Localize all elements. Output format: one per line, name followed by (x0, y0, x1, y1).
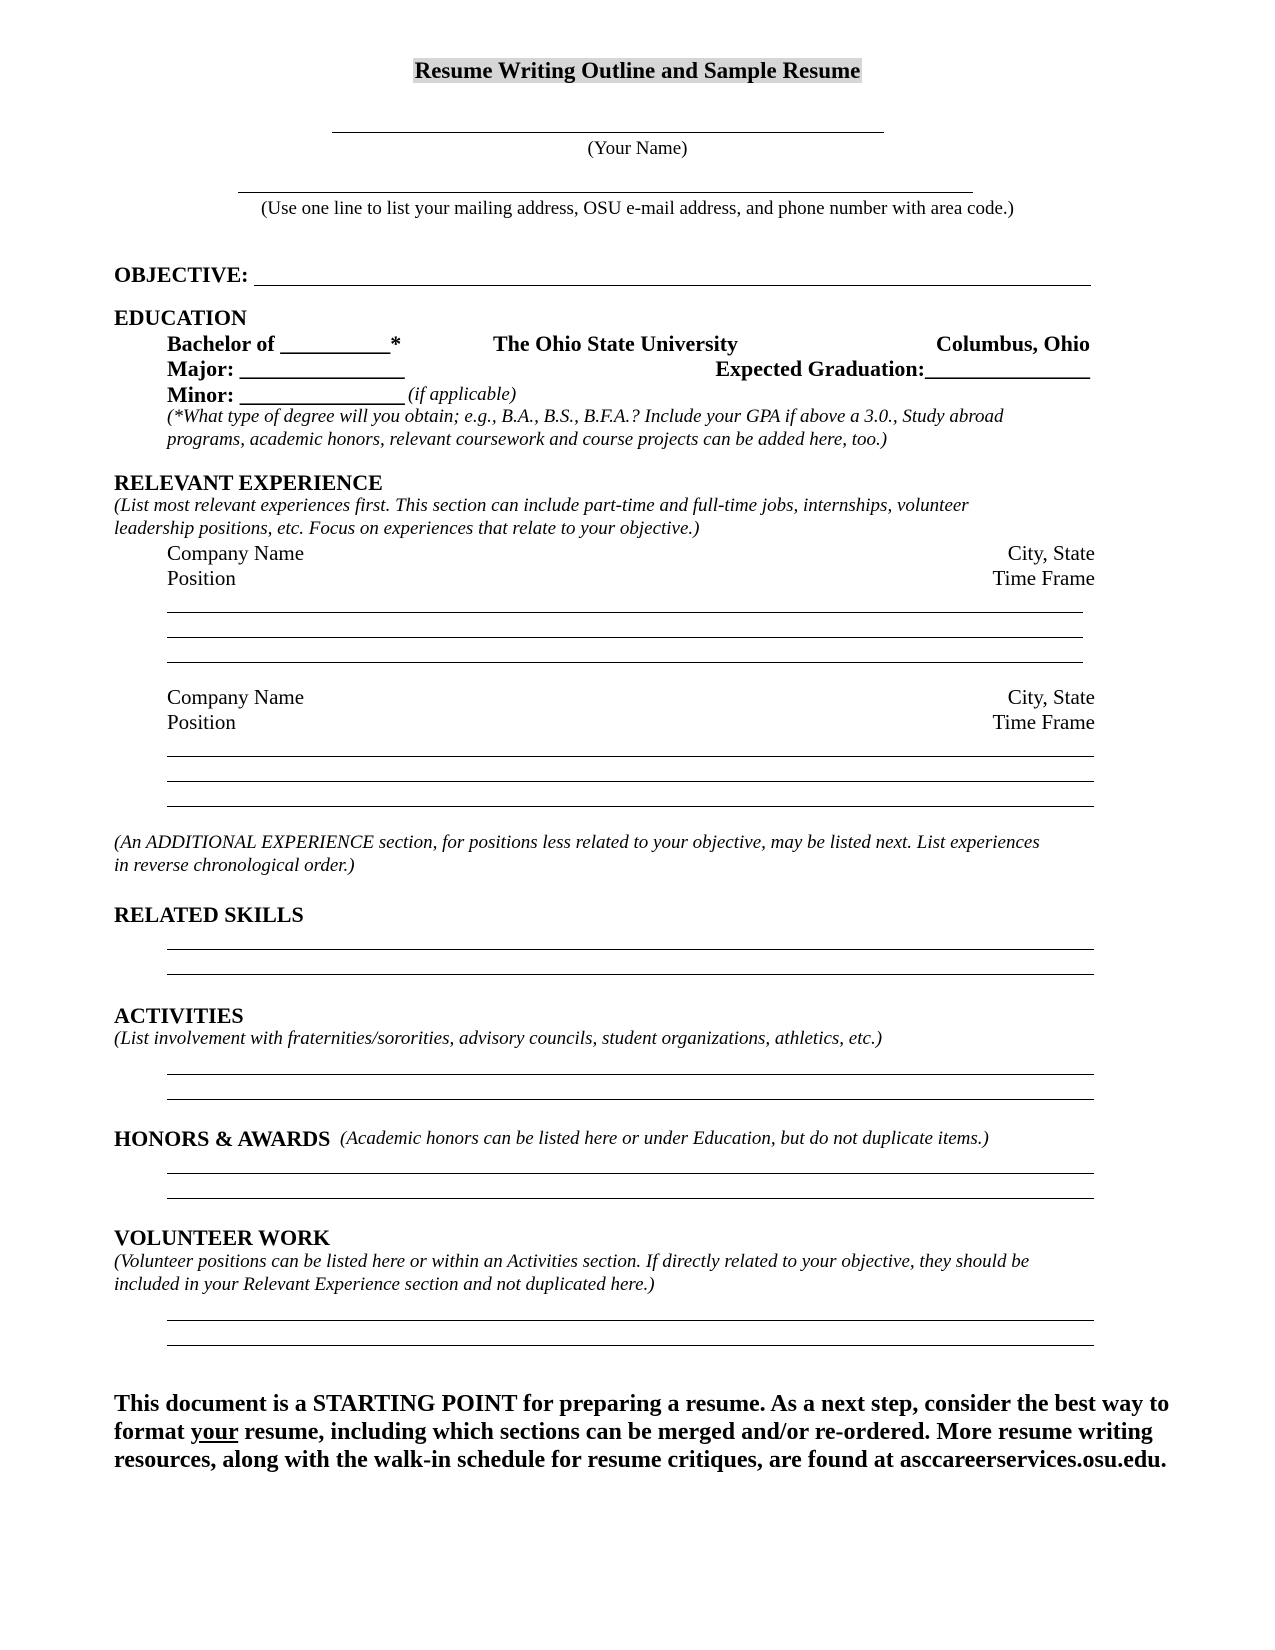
experience-line (167, 662, 1083, 663)
major-field: Major: _______________ (167, 356, 405, 381)
minor-note: (if applicable) (408, 384, 517, 405)
contact-caption: (Use one line to list your mailing address, OSU e-mail address, and phone number with area code.) (261, 198, 1014, 219)
honors-heading: HONORS & AWARDS (114, 1126, 331, 1151)
city-state: City, State (1007, 685, 1095, 709)
contact-line (238, 192, 973, 193)
company-name: Company Name (167, 541, 305, 565)
experience-line (167, 637, 1083, 638)
skills-line (167, 974, 1094, 975)
minor-field: Minor: _______________ (167, 382, 405, 407)
objective-line (254, 285, 1091, 286)
volunteer-heading: VOLUNTEER WORK (114, 1225, 331, 1250)
experience-line (167, 806, 1094, 807)
honors-note: (Academic honors can be listed here or under Education, but do not duplicate items.) (340, 1128, 989, 1149)
additional-experience-note-line2: in reverse chronological order.) (114, 855, 355, 876)
education-note-line1: (*What type of degree will you obtain; e.g., B.A., B.S., B.F.A.? Include your GPA if above a 3.0., Study abroad (167, 406, 1004, 427)
page-title (0, 58, 1275, 84)
relevant-experience-note-line1: (List most relevant experiences first. This section can include part-time and full-time jobs, internships, volunteer (114, 495, 969, 516)
closing-emphasis: your (190, 1419, 239, 1445)
university-location: Columbus, Ohio (935, 331, 1090, 356)
relevant-experience-note-line2: leadership positions, etc. Focus on experiences that relate to your objective.) (114, 518, 700, 539)
honors-line (167, 1173, 1094, 1174)
activities-note: (List involvement with fraternities/sororities, advisory councils, student organizations, athletics, etc.) (114, 1028, 883, 1049)
experience-line (167, 756, 1094, 757)
closing-paragraph (114, 1390, 1174, 1474)
education-note-line2: programs, academic honors, relevant coursework and course projects can be added here, too.) (167, 429, 888, 450)
position: Position (167, 710, 236, 734)
objective-label: OBJECTIVE: (114, 262, 249, 287)
relevant-experience-heading: RELEVANT EXPERIENCE (114, 470, 383, 495)
experience-line (167, 781, 1094, 782)
experience-line (167, 612, 1083, 613)
volunteer-line (167, 1345, 1094, 1346)
university-name: The Ohio State University (493, 331, 739, 356)
activities-line (167, 1074, 1094, 1075)
time-frame: Time Frame (992, 710, 1095, 734)
volunteer-note-line1: (Volunteer positions can be listed here or within an Activities section. If directly related to your objective, they should be (114, 1251, 1030, 1272)
page-title-text: Resume Writing Outline and Sample Resume (414, 58, 861, 83)
time-frame: Time Frame (992, 566, 1095, 590)
related-skills-heading: RELATED SKILLS (114, 902, 304, 927)
closing-text-part1: This document is a STARTING POINT for preparing a resume. As a next step, consider the best way to format (114, 1391, 1170, 1445)
name-line (332, 132, 884, 133)
activities-heading: ACTIVITIES (114, 1003, 244, 1028)
name-caption: (Your Name) (587, 138, 688, 159)
city-state: City, State (1007, 541, 1095, 565)
activities-line (167, 1099, 1094, 1100)
additional-experience-note-line1: (An ADDITIONAL EXPERIENCE section, for positions less related to your objective, may be listed next. List experiences (114, 832, 1040, 853)
position: Position (167, 566, 236, 590)
honors-line (167, 1198, 1094, 1199)
education-heading: EDUCATION (114, 305, 247, 330)
volunteer-line (167, 1320, 1094, 1321)
degree-field: Bachelor of __________* (167, 331, 402, 356)
graduation-field: Expected Graduation:_______________ (715, 356, 1090, 381)
volunteer-note-line2: included in your Relevant Experience section and not duplicated here.) (114, 1274, 655, 1295)
closing-text-part2: resume, including which sections can be merged and/or re-ordered. More resume writing resources, along with the walk-in schedule for resume critiques, are found at asccareerservices.osu.edu. (114, 1419, 1167, 1473)
skills-line (167, 949, 1094, 950)
company-name: Company Name (167, 685, 305, 709)
